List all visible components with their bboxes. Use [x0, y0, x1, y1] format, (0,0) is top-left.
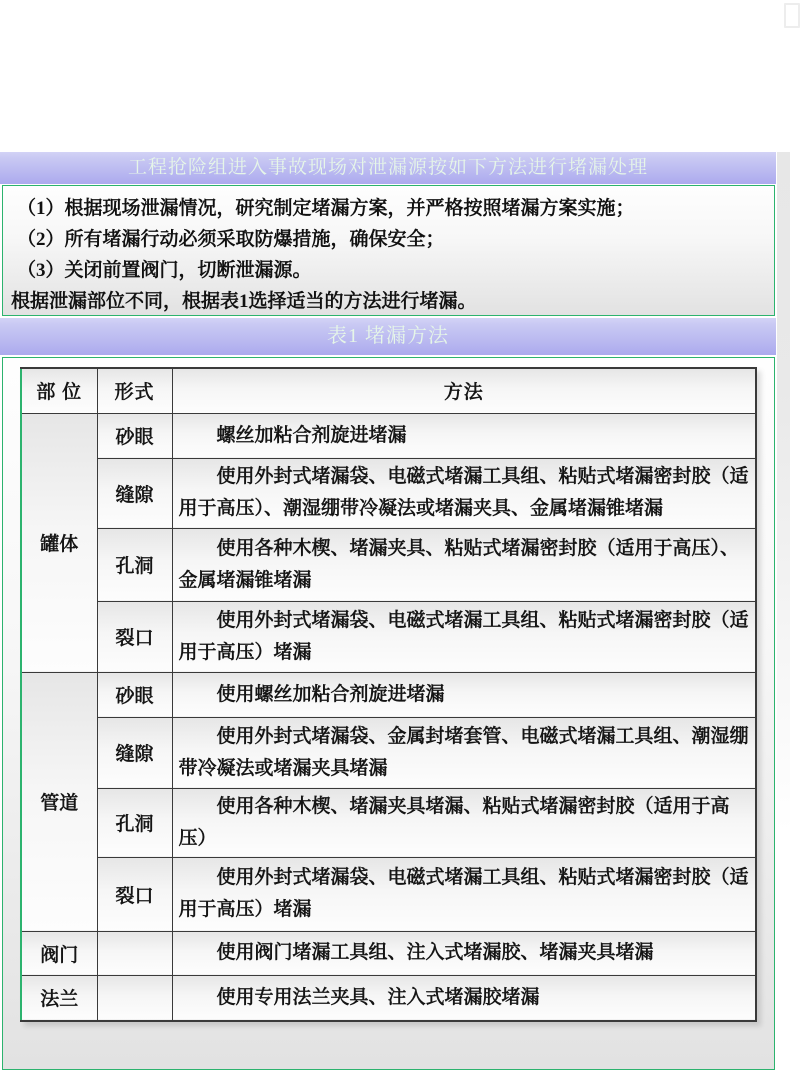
part-cell-pipeline: 管道	[21, 672, 97, 931]
table-title-text: 表1 堵漏方法	[327, 325, 449, 347]
form-cell	[97, 975, 172, 1021]
instruction-line-3: （3）关闭前置阀门，切断泄漏源。	[17, 260, 312, 281]
header-cell-form: 形式	[97, 368, 172, 413]
method-cell: 使用各种木楔、堵漏夹具、粘贴式堵漏密封胶（适用于高压）、金属堵漏锥堵漏	[172, 528, 756, 601]
page-shadow	[777, 152, 790, 952]
header-cell-part: 部 位	[21, 368, 97, 413]
part-cell-tank: 罐体	[21, 413, 97, 672]
method-cell: 使用各种木楔、堵漏夹具堵漏、粘贴式堵漏密封胶（适用于高压）	[172, 788, 756, 857]
table-row	[21, 857, 756, 931]
page-corner-box	[784, 3, 800, 28]
table-row	[21, 413, 756, 458]
method-cell: 使用外封式堵漏袋、金属封堵套管、电磁式堵漏工具组、潮湿绷带冷凝法或堵漏夹具堵漏	[172, 717, 756, 788]
form-cell: 缝隙	[97, 458, 172, 528]
table-header-row	[21, 368, 756, 413]
section-header-text: 工程抢险组进入事故现场对泄漏源按如下方法进行堵漏处理	[127, 157, 648, 178]
method-cell: 螺丝加粘合剂旋进堵漏	[172, 413, 756, 458]
leak-plugging-table	[20, 367, 757, 1022]
form-cell: 砂眼	[97, 413, 172, 458]
table-title-bar	[0, 318, 776, 355]
table-row	[21, 717, 756, 788]
method-cell: 使用外封式堵漏袋、电磁式堵漏工具组、粘贴式堵漏密封胶（适用于高压）、潮湿绷带冷凝法或堵漏夹具、金属堵漏锥堵漏	[172, 458, 756, 528]
instruction-line-1: （1）根据现场泄漏情况，研究制定堵漏方案，并严格按照堵漏方案实施；	[17, 198, 635, 219]
method-cell: 使用专用法兰夹具、注入式堵漏胶堵漏	[172, 975, 756, 1021]
section-header-bar	[0, 152, 776, 184]
method-cell: 使用外封式堵漏袋、电磁式堵漏工具组、粘贴式堵漏密封胶（适用于高压）堵漏	[172, 857, 756, 931]
form-cell: 裂口	[97, 601, 172, 672]
instruction-line-2: （2）所有堵漏行动必须采取防爆措施，确保安全；	[17, 229, 445, 250]
part-cell-valve: 阀门	[21, 931, 97, 975]
table-row	[21, 788, 756, 857]
method-cell: 使用外封式堵漏袋、电磁式堵漏工具组、粘贴式堵漏密封胶（适用于高压）堵漏	[172, 601, 756, 672]
table-row	[21, 672, 756, 717]
form-cell: 砂眼	[97, 672, 172, 717]
instruction-line-4: 根据泄漏部位不同，根据表1选择适当的方法进行堵漏。	[11, 291, 477, 312]
table-row	[21, 975, 756, 1021]
table-row	[21, 528, 756, 601]
method-cell: 使用螺丝加粘合剂旋进堵漏	[172, 672, 756, 717]
method-cell: 使用阀门堵漏工具组、注入式堵漏胶、堵漏夹具堵漏	[172, 931, 756, 975]
table-row	[21, 931, 756, 975]
table-row	[21, 458, 756, 528]
form-cell: 孔洞	[97, 528, 172, 601]
form-cell: 缝隙	[97, 717, 172, 788]
table-row	[21, 601, 756, 672]
form-cell	[97, 931, 172, 975]
instructions-panel	[2, 185, 775, 316]
form-cell: 孔洞	[97, 788, 172, 857]
header-cell-method: 方法	[172, 368, 756, 413]
part-cell-flange: 法兰	[21, 975, 97, 1021]
form-cell: 裂口	[97, 857, 172, 931]
